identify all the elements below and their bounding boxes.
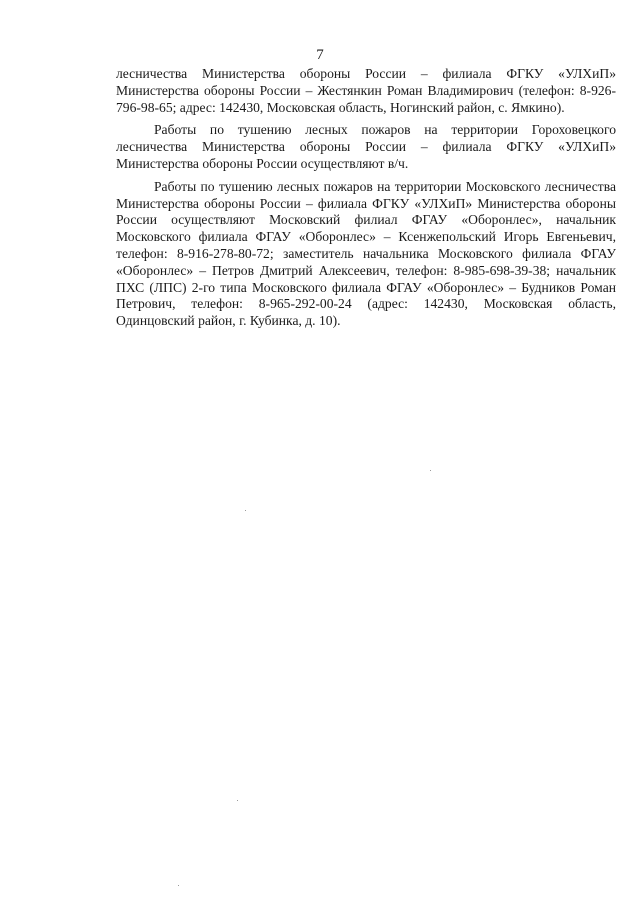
paragraph-gorokhovets: Работы по тушению лесных пожаров на территории Гороховецкого лесничества Министерства обороны России – филиала ФГКУ «УЛХиП» Министерства обороны России осуществляют в/ч. [116, 122, 616, 171]
scan-speck [430, 470, 431, 471]
page-number: 7 [316, 47, 324, 63]
scan-speck [245, 510, 246, 511]
scan-speck [178, 885, 179, 886]
paragraph-moscow: Работы по тушению лесных пожаров на территории Московского лесничества Министерства обороны России – филиала ФГКУ «УЛХиП» Министерства обороны России осуществляют Московский филиал ФГАУ «Оборонлес», начальник Московского филиала ФГАУ «Оборонлес» – Ксенжепольский Игорь Евгеньевич, телефон: 8-916-278-80-72; заместитель начальника Московского филиала ФГАУ «Оборонлес» – Петров Дмитрий Алексеевич, телефон: 8-985-698-39-38; начальник ПХС (ЛПС) 2-го типа Московского филиала ФГАУ «Оборонлес» – Будников Роман Петрович, телефон: 8-965-292-00-24 (адрес: 142430, Московская область, Одинцовский район, г. Кубинка, д. 10). [116, 178, 616, 329]
paragraph-continuation: лесничества Министерства обороны России – филиала ФГКУ «УЛХиП» Министерства обороны России – Жестянкин Роман Владимирович (телефон: 8-926-796-98-65; адрес: 142430, Московская область, Ногинский район, с. Ямкино). [116, 66, 616, 115]
document-body [116, 66, 616, 336]
scan-speck [237, 800, 238, 801]
